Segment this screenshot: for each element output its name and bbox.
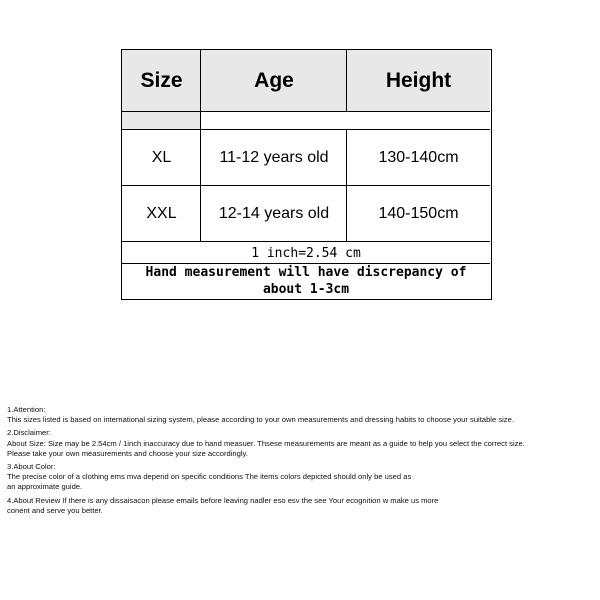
note-line: About Size: Size may be 2.54cm / 1inch inaccuracy due to hand measuer. Thsese measurements are meant as a guide to help you select the correct size. xyxy=(7,438,525,448)
row-xl-size: XL xyxy=(151,149,172,166)
note-line: This sizes listed is based on international sizing system, please according to your own measurements and dressing habits to choose your suitable size. xyxy=(7,415,514,425)
note-disclaimer xyxy=(7,428,597,459)
note-line: Please take your own measurements and choose your size accordingly. xyxy=(7,448,248,458)
measurement-note-cell xyxy=(122,264,490,298)
grid-line xyxy=(122,241,490,242)
grid-line xyxy=(122,129,490,130)
header-age: Age xyxy=(201,50,347,112)
grid-line xyxy=(122,263,490,264)
grid-line xyxy=(346,50,347,112)
grid-line xyxy=(346,130,347,242)
notes-section xyxy=(7,405,597,519)
grid-line xyxy=(122,185,490,186)
measurement-note: Hand measurement will have discrepancy of about 1-3cm xyxy=(145,265,467,297)
note-line: an approximate guide. xyxy=(7,482,83,492)
size-chart-table xyxy=(121,49,492,300)
spacer-cell xyxy=(122,112,201,130)
note-line: conent and serve you better. xyxy=(7,505,103,515)
note-attention xyxy=(7,405,597,425)
header-height: Height xyxy=(347,50,490,112)
conversion-note: 1 inch=2.54 cm xyxy=(251,245,361,261)
row-xxl-age: 12-14 years old xyxy=(218,205,330,222)
row-xxl-size: XXL xyxy=(146,205,177,222)
note-title: 1.Attention: xyxy=(7,405,46,414)
note-title: 2.Disclaimer: xyxy=(7,428,51,438)
row-xl-age: 11-12 years old xyxy=(219,149,329,166)
row-xxl-height: 140-150cm xyxy=(378,205,459,222)
note-color xyxy=(7,462,597,493)
row-xl-height: 130-140cm xyxy=(378,149,459,166)
header-size: Size xyxy=(122,50,201,112)
grid-line xyxy=(122,111,490,112)
note-line: 4.About Review If there is any dissaisacon please emails before leaving nadler eso esv the see Your ecognition w make us more xyxy=(7,495,439,505)
note-title: 3.About Color: xyxy=(7,462,56,472)
note-review xyxy=(7,496,597,516)
grid-line xyxy=(200,50,201,242)
note-line: The precise color of a clothing ems mva depend on specific conditions The items colors depicted should only be used as xyxy=(7,472,412,482)
